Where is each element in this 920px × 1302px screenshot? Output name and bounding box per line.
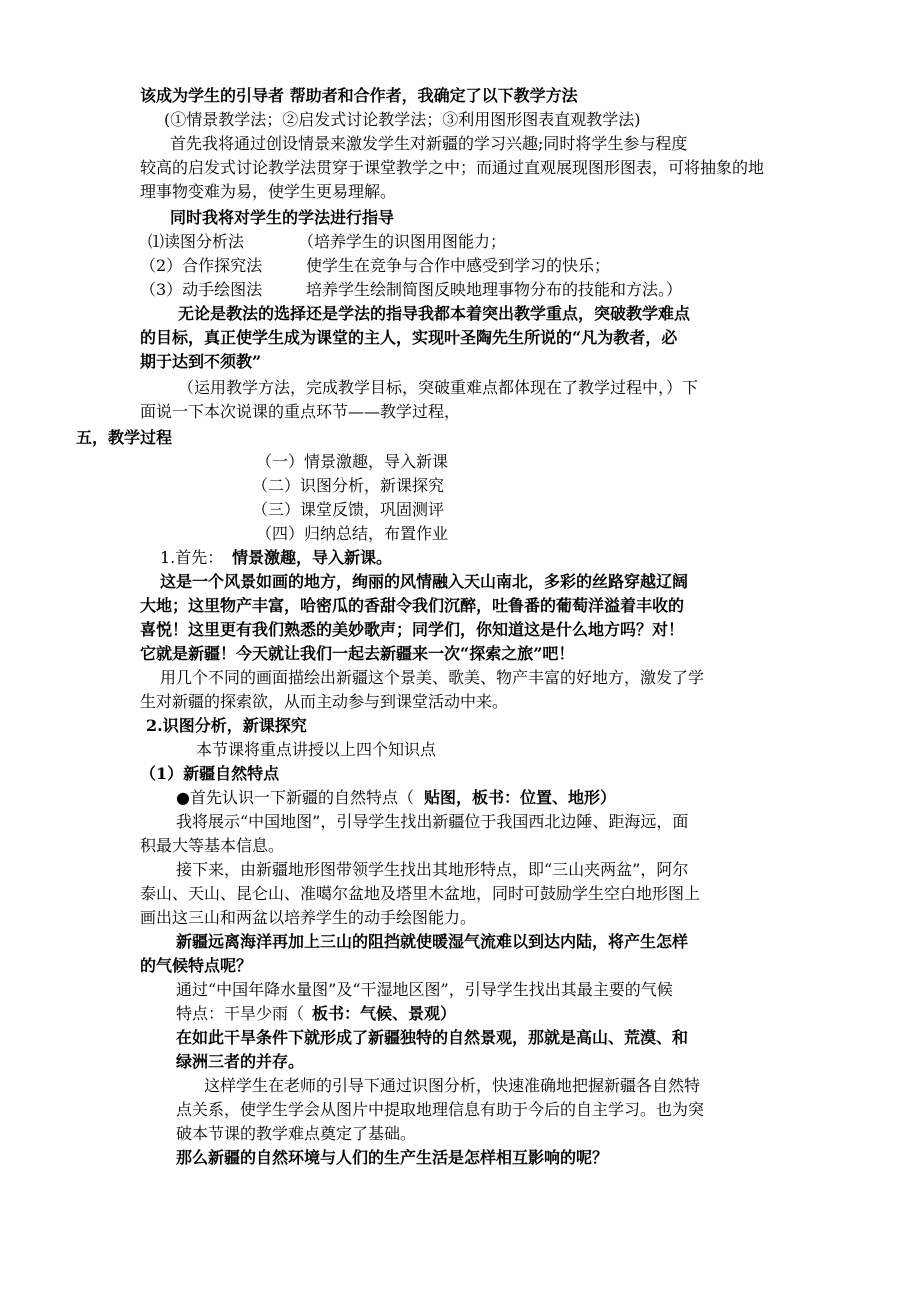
paragraph-line: 的气候特点呢？ — [140, 956, 253, 975]
subsection-heading: （1）新疆自然特点 — [140, 764, 280, 783]
step-number: 1.首先： — [160, 548, 224, 567]
method-description: 培养学生绘制简图反映地理事物分布的技能和方法。） — [306, 280, 683, 299]
paragraph-line: 面说一下本次说课的重点环节——教学过程， — [140, 402, 461, 421]
paragraph-line: 同时我将对学生的学法进行指导 — [170, 208, 395, 227]
paragraph-line: 无论是教法的选择还是学法的指导我都本着突出教学重点，突破教学难点 — [178, 304, 691, 323]
paragraph-line: 该成为学生的引导者 帮助者和合作者，我确定了以下教学方法 — [140, 86, 578, 105]
paragraph-line: 点关系，使学生学会从图片中提取地理信息有助于今后的自主学习。也为突 — [176, 1100, 705, 1119]
paragraph-line: （运用教学方法，完成教学目标，突破重难点都体现在了教学过程中，）下 — [178, 378, 699, 397]
process-step: （二）识图分析，新课探究 — [252, 476, 445, 495]
paragraph-line: 破本节课的教学难点奠定了基础。 — [176, 1124, 417, 1143]
paragraph-line: (①情景教学法；②启发式讨论教学法；③利用图形图表直观教学法) — [164, 110, 641, 129]
process-step: （三）课堂反馈，巩固测评 — [252, 500, 445, 519]
method-description: 使学生在竞争与合作中感受到学习的快乐； — [306, 256, 611, 275]
paragraph-line: 新疆远离海洋再加上三山的阻挡就使暖湿气流难以到达内陆，将产生怎样 — [176, 932, 689, 951]
paragraph-line: 这是一个风景如画的地方，绚丽的风情融入天山南北，多彩的丝路穿越辽阔 — [160, 572, 689, 591]
paragraph-line: 大地；这里物产丰富，哈密瓜的香甜令我们沉醉，吐鲁番的葡萄洋溢着丰收的 — [140, 596, 685, 615]
paragraph-line: 积最大等基本信息。 — [140, 836, 285, 855]
paragraph-line: 通过“中国年降水量图”及“干湿地区图”，引导学生找出其最主要的气候 — [176, 980, 673, 999]
paragraph-line: 它就是新疆！今天就让我们一起去新疆来一次“探索之旅”吧！ — [140, 644, 575, 663]
paragraph-line: 绿洲三者的并存。 — [176, 1052, 305, 1071]
paragraph-line: 理事物变难为易，使学生更易理解。 — [140, 182, 397, 201]
paragraph-line: 首先我将通过创设情景来激发学生对新疆的学习兴趣;同时将学生参与程度 — [170, 134, 688, 153]
paragraph-line: 在如此干旱条件下就形成了新疆独特的自然景观，那就是高山、荒漠、和 — [176, 1028, 689, 1047]
bullet-line: ●首先认识一下新疆的自然特点（ — [176, 788, 414, 807]
paragraph-line: 期于达到不须教” — [140, 352, 262, 371]
method-label: （3）动手绘图法 — [140, 280, 263, 299]
paragraph-line: 的目标，真正使学生成为课堂的主人，实现叶圣陶先生所说的“凡为教者，必 — [140, 328, 678, 347]
paragraph-line: 那么新疆的自然环境与人们的生产生活是怎样相互影响的呢？ — [176, 1148, 609, 1167]
paragraph-line: 喜悦！这里更有我们熟悉的美妙歌声；同学们，你知道这是什么地方吗？对！ — [140, 620, 685, 639]
paragraph-line: 本节课将重点讲授以上四个知识点 — [196, 740, 437, 759]
paragraph-line: 较高的启发式讨论教学法贯穿于课堂教学之中；而通过直观展现图形图表，可将抽象的地 — [140, 158, 765, 177]
method-label: ⑴读图分析法 — [148, 232, 245, 251]
bullet-line-emphasis: 贴图，板书：位置、地形） — [424, 788, 617, 807]
paragraph-line: 生对新疆的探索欲，从而主动参与到课堂活动中来。 — [140, 692, 509, 711]
process-step: （四）归纳总结，布置作业 — [256, 524, 449, 543]
paragraph-line: 泰山、天山、昆仑山、准噶尔盆地及塔里木盆地，同时可鼓励学生空白地形图上 — [140, 884, 701, 903]
paragraph-line: 用几个不同的画面描绘出新疆这个景美、歌美、物产丰富的好地方，激发了学 — [160, 668, 705, 687]
method-description: （培养学生的识图用图能力； — [298, 232, 507, 251]
paragraph-line: 画出这三山和两盆以培养学生的动手绘图能力。 — [140, 908, 477, 927]
paragraph-line: 我将展示“中国地图”，引导学生找出新疆位于我国西北边陲、距海远，面 — [176, 812, 689, 831]
section-heading: 五，教学过程 — [76, 428, 173, 447]
paragraph-line: 接下来，由新疆地形图带领学生找出其地形特点，即“三山夹两盆”，阿尔 — [176, 860, 689, 879]
paragraph-line: 特点：干旱少雨（ — [176, 1004, 305, 1023]
process-step: （一）情景激趣，导入新课 — [256, 452, 449, 471]
paragraph-line-emphasis: 板书：气候、景观） — [312, 1004, 457, 1023]
subsection-heading: 2.识图分析，新课探究 — [146, 716, 307, 735]
step-title: 情景激趣，导入新课。 — [232, 548, 393, 567]
method-label: （2）合作探究法 — [140, 256, 263, 275]
paragraph-line: 这样学生在老师的引导下通过识图分析，快速准确地把握新疆各自然特 — [204, 1076, 701, 1095]
